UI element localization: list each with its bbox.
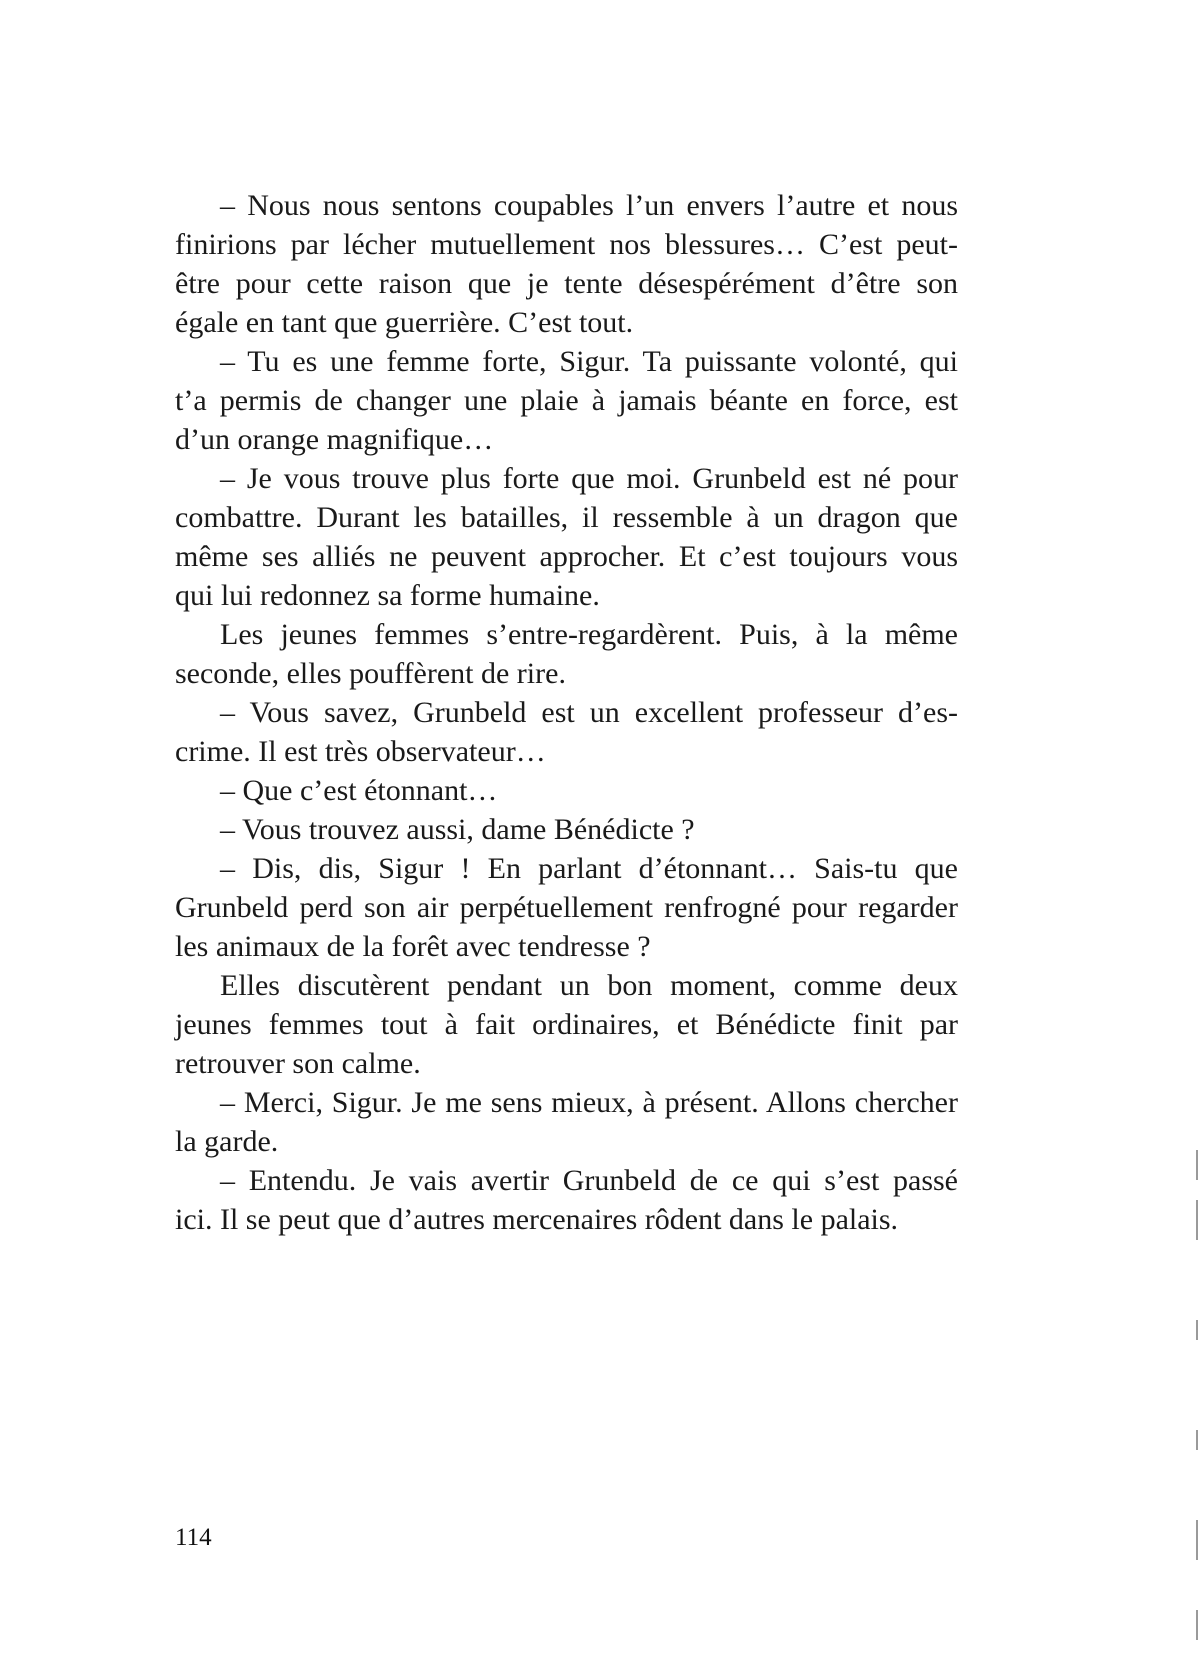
text-line: t’a permis de changer une plaie à jamais béante en force, est (175, 384, 958, 417)
text-line: – Que c’est étonnant… (220, 774, 498, 807)
text-line: Les jeunes femmes s’entre-regardèrent. Puis, à la même (220, 618, 958, 651)
text-line: même ses alliés ne peuvent approcher. Et c’est toujours vous (175, 540, 958, 573)
text-line: – Entendu. Je vais avertir Grunbeld de ce qui s’est passé (220, 1164, 958, 1197)
text-line: crime. Il est très observateur… (175, 735, 546, 768)
text-line: Grunbeld perd son air perpétuellement renfrogné pour regarder (175, 891, 958, 924)
text-line: – Je vous trouve plus forte que moi. Grunbeld est né pour (220, 462, 958, 495)
text-line: qui lui redonnez sa forme humaine. (175, 579, 600, 612)
text-line: – Dis, dis, Sigur ! En parlant d’étonnant… Sais-tu que (220, 852, 958, 885)
text-line: – Merci, Sigur. Je me sens mieux, à présent. Allons chercher (220, 1086, 958, 1119)
scan-edge-marks (1196, 1140, 1199, 1660)
text-line: la garde. (175, 1125, 279, 1158)
text-line: – Tu es une femme forte, Sigur. Ta puissante volonté, qui (220, 345, 958, 378)
text-line: d’un orange magnifique… (175, 423, 494, 456)
text-line: les animaux de la forêt avec tendresse ? (175, 930, 651, 963)
text-line: combattre. Durant les batailles, il ressemble à un dragon que (175, 501, 958, 534)
text-line: Elles discutèrent pendant un bon moment, comme deux (220, 969, 958, 1002)
text-line: finirions par lécher mutuellement nos blessures… C’est peut- (175, 228, 958, 261)
text-line: – Nous nous sentons coupables l’un envers l’autre et nous (220, 189, 958, 222)
text-line: seconde, elles pouffèrent de rire. (175, 657, 566, 690)
text-line: être pour cette raison que je tente désespérément d’être son (175, 267, 958, 300)
text-line: – Vous trouvez aussi, dame Bénédicte ? (220, 813, 695, 846)
text-line: égale en tant que guerrière. C’est tout. (175, 306, 634, 339)
text-line: – Vous savez, Grunbeld est un excellent professeur d’es- (220, 696, 958, 729)
page-number: 114 (175, 1524, 212, 1551)
text-line: jeunes femmes tout à fait ordinaires, et Bénédicte finit par (175, 1008, 958, 1041)
text-line: ici. Il se peut que d’autres mercenaires rôdent dans le palais. (175, 1203, 899, 1236)
text-line: retrouver son calme. (175, 1047, 421, 1080)
body-text (175, 186, 958, 1239)
